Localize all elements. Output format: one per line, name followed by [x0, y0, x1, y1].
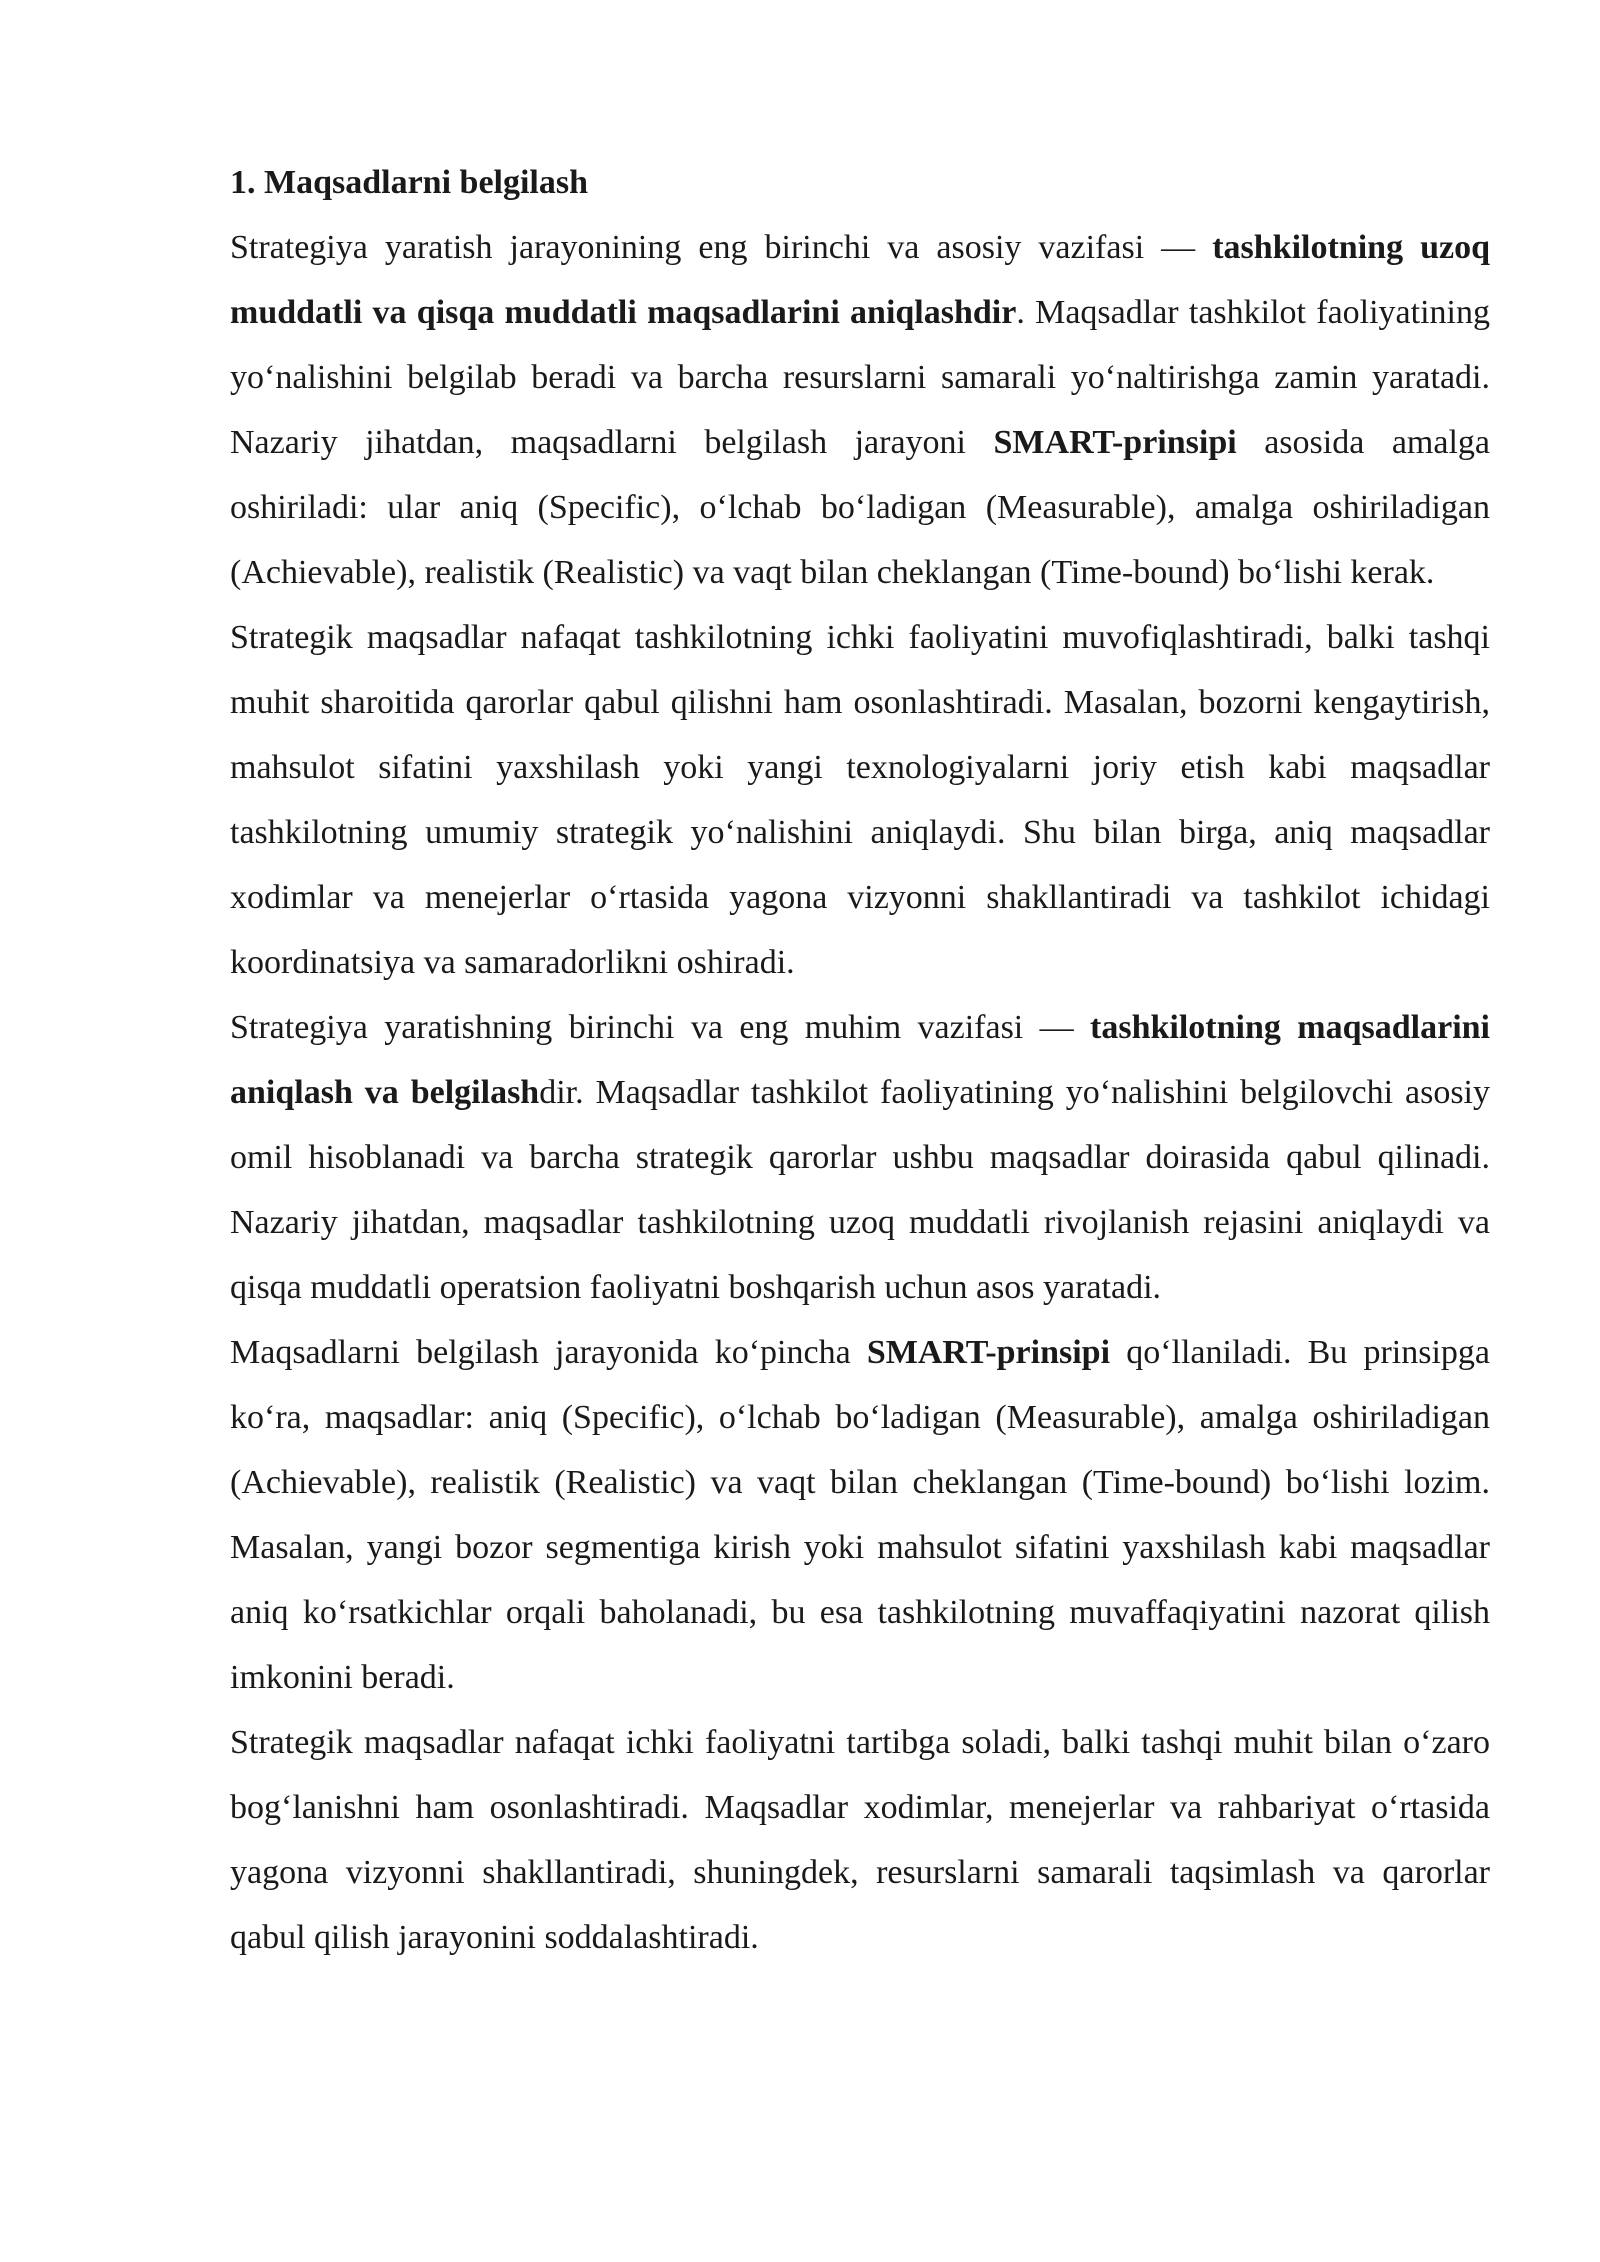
bold-text: tashkilotning maqsadlarini aniqlash va belgilash [230, 1009, 1490, 1111]
paragraph-text: qo‘llaniladi. Bu prinsipga ko‘ra, maqsadlar: aniq (Specific), o‘lchab bo‘ladigan (Measurable), amalga oshiriladigan (Achievable), realistik (Realistic) va vaqt bilan cheklangan (Time-bound) bo‘lishi lozim. Masalan, yangi bozor segmentiga kirish yoki mahsulot sifatini yaxshilash kabi maqsadlar aniq ko‘rsatkichlar orqali baholanadi, bu esa tashkilotning muvaffaqiyatini nazorat qilish imkonini beradi. [230, 1334, 1491, 1696]
paragraph-text: Maqsadlarni belgilash jarayonida ko‘pincha [230, 1334, 867, 1371]
section-heading: 1. Maqsadlarni belgilash [230, 164, 589, 201]
paragraph-text: Strategik maqsadlar nafaqat ichki faoliyatni tartibga soladi, balki tashqi muhit bilan o‘zaro bog‘lanishni ham osonlashtiradi. Maqsadlar xodimlar, menejerlar va rahbariyat o‘rtasida yagona vizyonni shakllantiradi, shuningdek, resurslarni samarali taqsimlash va qarorlar qabul qilish jarayonini soddalashtiradi. [230, 1724, 1490, 1956]
paragraph-3 [230, 995, 1490, 1320]
paragraph-text: asosida amalga oshiriladi: ular aniq (Specific), o‘lchab bo‘ladigan (Measurable), amalga oshiriladigan (Achievable), realistik (Realistic) va vaqt bilan cheklangan (Time-bound) bo‘lishi kerak. [230, 424, 1490, 591]
paragraph-2 [230, 605, 1490, 995]
paragraph-text: Strategiya yaratish jarayonining eng birinchi va asosiy vazifasi — [230, 229, 1213, 266]
paragraph-text: dir. Maqsadlar tashkilot faoliyatining yo‘nalishini belgilovchi asosiy omil hisoblanadi va barcha strategik qarorlar ushbu maqsadlar doirasida qabul qilinadi. Nazariy jihatdan, maqsadlar tashkilotning uzoq muddatli rivojlanish rejasini aniqlaydi va qisqa muddatli operatsion faoliyatni boshqarish uchun asos yaratadi. [230, 1074, 1490, 1306]
paragraph-text: . Maqsadlar tashkilot faoliyatining yo‘nalishini belgilab beradi va barcha resurslarni samarali yo‘naltirishga zamin yaratadi. Nazariy jihatdan, maqsadlarni belgilash jarayoni [230, 294, 1490, 461]
bold-text: tashkilotning uzoq muddatli va qisqa muddatli maqsadlarini aniqlashdir [230, 229, 1491, 331]
bold-text: SMART-prinsipi [866, 1334, 1111, 1371]
paragraph-text: Strategik maqsadlar nafaqat tashkilotning ichki faoliyatini muvofiqlashtiradi, balki tashqi muhit sharoitida qarorlar qabul qilishni ham osonlashtiradi. Masalan, bozorni kengaytirish, mahsulot sifatini yaxshilash yoki yangi texnologiyalarni joriy etish kabi maqsadlar tashkilotning umumiy strategik yo‘nalishini aniqlaydi. Shu bilan birga, aniq maqsadlar xodimlar va menejerlar o‘rtasida yagona vizyonni shakllantiradi va tashkilot ichidagi koordinatsiya va samaradorlikni oshiradi. [230, 619, 1490, 981]
bold-text: SMART-prinsipi [993, 424, 1237, 461]
paragraph-4 [230, 1320, 1490, 1710]
paragraph-5 [230, 1710, 1490, 1970]
paragraph-1 [230, 215, 1490, 605]
document-page [230, 150, 1490, 1970]
paragraph-text: Strategiya yaratishning birinchi va eng muhim vazifasi — [230, 1009, 1091, 1046]
